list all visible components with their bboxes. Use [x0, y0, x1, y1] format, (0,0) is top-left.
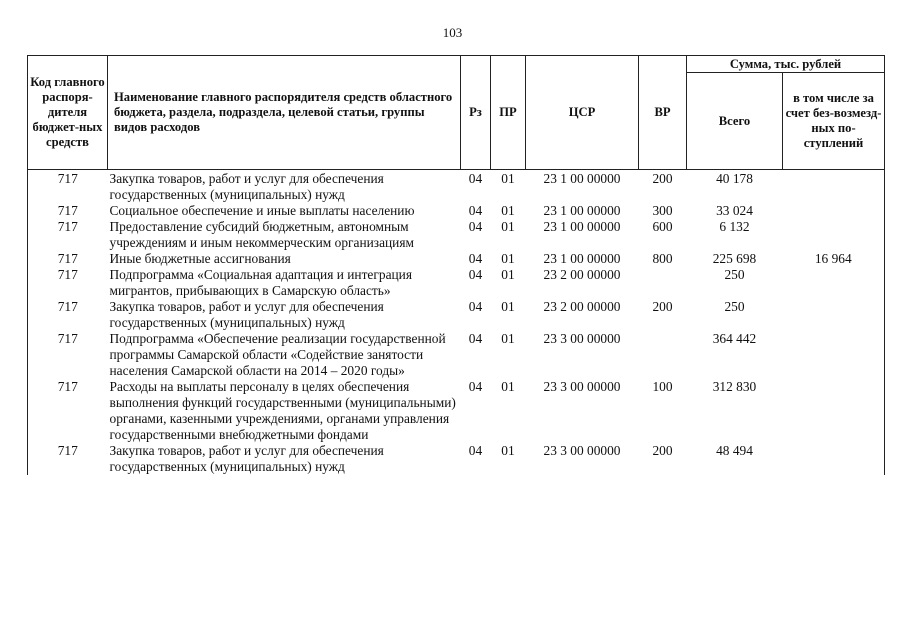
cell-name: Социальное обеспечение и иные выплаты населению: [109, 203, 415, 218]
table-row: [28, 203, 885, 219]
cell-vr: 100: [652, 379, 673, 394]
cell-name: Подпрограмма «Социальная адаптация и интеграция мигрантов, прибывающих в Самарскую область»: [109, 267, 412, 298]
cell-extra: [783, 331, 885, 379]
header-extra: в том числе за счет без-возмезд-ных по-ступлений: [783, 73, 885, 170]
cell-csr: 23 3 00 00000: [543, 443, 621, 458]
cell-pr: 01: [501, 267, 515, 282]
cell-vr: 600: [652, 219, 673, 234]
cell-vr: 200: [652, 171, 673, 186]
cell-pr: 01: [501, 331, 515, 346]
cell-csr: 23 2 00 00000: [543, 267, 621, 282]
page-number: 103: [442, 25, 463, 40]
cell-total: 250: [724, 299, 745, 314]
cell-csr: 23 1 00 00000: [543, 171, 621, 186]
cell-code: 717: [28, 251, 108, 267]
cell-code: 717: [28, 267, 108, 299]
cell-code: 717: [28, 379, 108, 443]
cell-extra: 16 964: [783, 251, 885, 267]
cell-extra: [783, 379, 885, 443]
header-csr: ЦСР: [526, 56, 639, 170]
cell-vr: [639, 267, 687, 299]
cell-csr: 23 3 00 00000: [543, 379, 621, 394]
cell-name: Закупка товаров, работ и услуг для обеспечения государственных (муниципальных) нужд: [109, 443, 384, 474]
cell-rz: 04: [468, 299, 483, 314]
header-rz: Рз: [461, 56, 491, 170]
cell-total: 40 178: [716, 171, 753, 186]
cell-pr: 01: [501, 219, 515, 234]
cell-total: 225 698: [712, 251, 757, 266]
cell-pr: 01: [501, 443, 515, 458]
cell-total: 33 024: [716, 203, 753, 218]
table-body: [28, 170, 885, 476]
cell-rz: 04: [468, 379, 483, 394]
cell-csr: 23 1 00 00000: [543, 251, 621, 266]
cell-pr: 01: [501, 251, 515, 266]
cell-rz: 04: [468, 251, 483, 266]
budget-table: [27, 55, 885, 475]
table-row: [28, 443, 885, 475]
cell-extra: [783, 267, 885, 299]
cell-rz: 04: [468, 443, 483, 458]
cell-name: Предоставление субсидий бюджетным, автономным учреждениям и иным некоммерческим организациям: [109, 219, 414, 250]
table-row: [28, 331, 885, 379]
cell-code: 717: [28, 331, 108, 379]
table-row: [28, 251, 885, 267]
cell-vr: [639, 331, 687, 379]
cell-vr: 800: [652, 251, 673, 266]
header-code: Код главного распоря-дителя бюджет-ных средств: [28, 56, 108, 170]
cell-total: 364 442: [712, 331, 757, 346]
header-total: Всего: [687, 73, 783, 170]
cell-csr: 23 1 00 00000: [543, 203, 621, 218]
table-row: [28, 219, 885, 251]
cell-pr: 01: [501, 299, 515, 314]
cell-vr: 200: [652, 299, 673, 314]
cell-code: 717: [28, 203, 108, 219]
cell-code: 717: [28, 170, 108, 204]
table-header: [28, 56, 885, 170]
cell-csr: 23 2 00 00000: [543, 299, 621, 314]
cell-total: 250: [724, 267, 745, 282]
table-row: [28, 170, 885, 204]
cell-csr: 23 1 00 00000: [543, 219, 621, 234]
cell-vr: 200: [652, 443, 673, 458]
cell-rz: 04: [468, 219, 483, 234]
cell-name: Иные бюджетные ассигнования: [109, 251, 291, 266]
cell-pr: 01: [501, 203, 515, 218]
header-sum-group: Сумма, тыс. рублей: [687, 56, 885, 73]
cell-extra: [783, 203, 885, 219]
cell-name: Закупка товаров, работ и услуг для обеспечения государственных (муниципальных) нужд: [109, 299, 384, 330]
cell-pr: 01: [501, 171, 515, 186]
cell-name: Расходы на выплаты персоналу в целях обеспечения выполнения функций государственными (муниципальными) органами, казенными учреждениями, органами управления государственными внебюджетными фондами: [109, 379, 456, 442]
cell-code: 717: [28, 299, 108, 331]
table-row: [28, 299, 885, 331]
table-row: [28, 267, 885, 299]
cell-vr: 300: [652, 203, 673, 218]
cell-rz: 04: [468, 331, 483, 346]
header-pr: ПР: [491, 56, 526, 170]
cell-code: 717: [28, 443, 108, 475]
cell-total: 48 494: [716, 443, 753, 458]
cell-extra: [783, 219, 885, 251]
cell-rz: 04: [468, 267, 483, 282]
header-name: Наименование главного распорядителя средств областного бюджета, раздела, подраздела, целевой статьи, группы видов расходов: [108, 56, 461, 170]
cell-extra: [783, 299, 885, 331]
header-vr: ВР: [639, 56, 687, 170]
cell-rz: 04: [468, 171, 483, 186]
cell-name: Подпрограмма «Обеспечение реализации государственной программы Самарской области «Содействие занятости населения Самарской области на 2014 – 2020 годы»: [109, 331, 446, 378]
cell-total: 312 830: [712, 379, 757, 394]
cell-total: 6 132: [719, 219, 750, 234]
cell-extra: [783, 443, 885, 475]
cell-extra: [783, 170, 885, 204]
cell-code: 717: [28, 219, 108, 251]
cell-pr: 01: [501, 379, 515, 394]
cell-csr: 23 3 00 00000: [543, 331, 621, 346]
cell-name: Закупка товаров, работ и услуг для обеспечения государственных (муниципальных) нужд: [109, 171, 384, 202]
table-row: [28, 379, 885, 443]
cell-rz: 04: [468, 203, 483, 218]
